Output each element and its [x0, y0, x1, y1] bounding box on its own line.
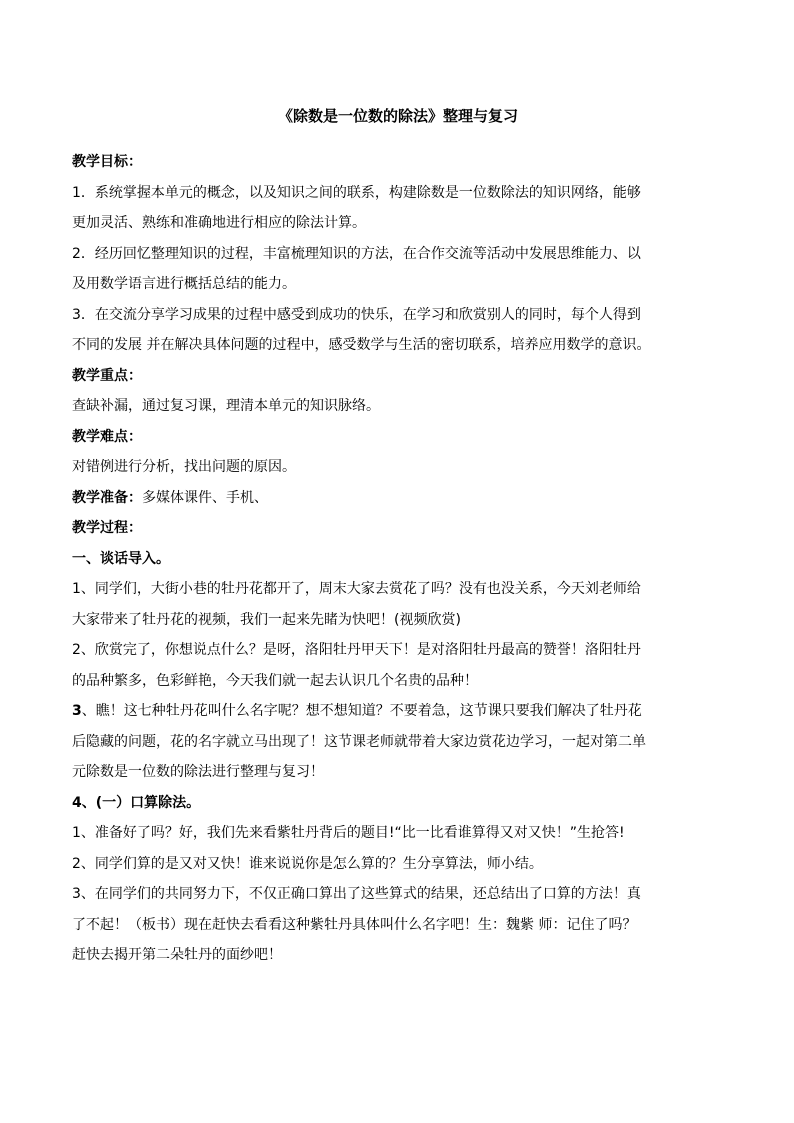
- paragraph-2-line-2: 的品种繁多，色彩鲜艳，今天我们就一起去认识几个名贵的品种！: [72, 672, 478, 689]
- item-1-line-1: 1、准备好了吗？好，我们先来看紫牡丹背后的题目!“比一比看谁算得又对又快！”生抢答!: [72, 825, 625, 841]
- paragraph-3-line-2: 后隐藏的问题，花的名字就立马出现了！这节课老师就带着大家边赏花边学习，一起对第二单: [72, 733, 646, 750]
- goal-2-line-1: 2．经历回忆整理知识的过程，丰富梳理知识的方法，在合作交流等活动中发展思维能力、以: [72, 245, 641, 262]
- paragraph-3-line-3: 元除数是一位数的除法进行整理与复习！: [72, 764, 324, 780]
- item-3-line-3: 赶快去揭开第二朵牡丹的面纱吧！: [72, 947, 282, 963]
- goal-3-line-1: 3．在交流分享学习成果的过程中感受到成功的快乐，在学习和欣赏别人的同时，每个人得到: [72, 306, 641, 323]
- paragraph-1-line-1: 1、同学们，大街小巷的牡丹花都开了，周末大家去赏花了吗？没有也没关系，今天刘老师给: [72, 581, 641, 597]
- paragraph-1-line-2: 大家带来了牡丹花的视频，我们一起来先睹为快吧！(视频欣赏): [72, 611, 461, 628]
- item-3-line-1: 3、在同学们的共同努力下，不仅正确口算出了这些算式的结果，还总结出了口算的方法！真: [72, 886, 641, 902]
- goal-1-line-2: 更加灵活、熟练和准确地进行相应的除法计算。: [72, 215, 366, 231]
- goals-heading: 教学目标：: [72, 154, 142, 170]
- key-points-text: 查缺补漏，通过复习课，理清本单元的知识脉络。: [72, 398, 380, 414]
- section-2-heading: 4、(一）口算除法。: [72, 794, 201, 811]
- key-points-heading: 教学重点：: [72, 367, 142, 384]
- goal-3-line-2: 不同的发展 并在解决具体问题的过程中，感受数学与生活的密切联系，培养应用数学的意识。: [72, 337, 651, 353]
- preparation-line: [72, 483, 724, 514]
- paragraph-3-text: 、瞧！这七种牡丹花叫什么名字呢？想不想知道？不要着急，这节课只要我们解决了牡丹花: [81, 703, 642, 719]
- item-2-line-1: 2、同学们算的是又对又快！谁来说说你是怎么算的？生分享算法，师小结。: [72, 855, 543, 872]
- process-heading: 教学过程：: [72, 520, 142, 536]
- document-page: [72, 103, 724, 971]
- goal-2-line-2: 及用数学语言进行概括总结的能力。: [72, 276, 296, 292]
- paragraph-2-line-1: 2、欣赏完了，你想说点什么？是呀，洛阳牡丹甲天下！是对洛阳牡丹最高的赞誉！洛阳牡丹: [72, 642, 641, 658]
- paragraph-3-number: 3: [72, 703, 82, 719]
- difficulty-text: 对错例进行分析，找出问题的原因。: [72, 459, 296, 475]
- paragraph-3-line-1: [72, 696, 724, 727]
- preparation-text: 多媒体课件、手机、: [142, 489, 268, 506]
- difficulty-heading: 教学难点：: [72, 428, 142, 445]
- item-3-line-2: 了不起！（板书）现在赶快去看看这种紫牡丹具体叫什么名字吧！生：魏紫 师：记住了吗？: [72, 916, 637, 933]
- document-title: 《除数是一位数的除法》整理与复习: [277, 107, 518, 125]
- section-1-heading: 一、谈话导入。: [72, 550, 170, 567]
- goal-1-line-1: 1．系统掌握本单元的概念，以及知识之间的联系，构建除数是一位数除法的知识网络，能够: [72, 184, 641, 201]
- preparation-heading: 教学准备：: [72, 489, 142, 506]
